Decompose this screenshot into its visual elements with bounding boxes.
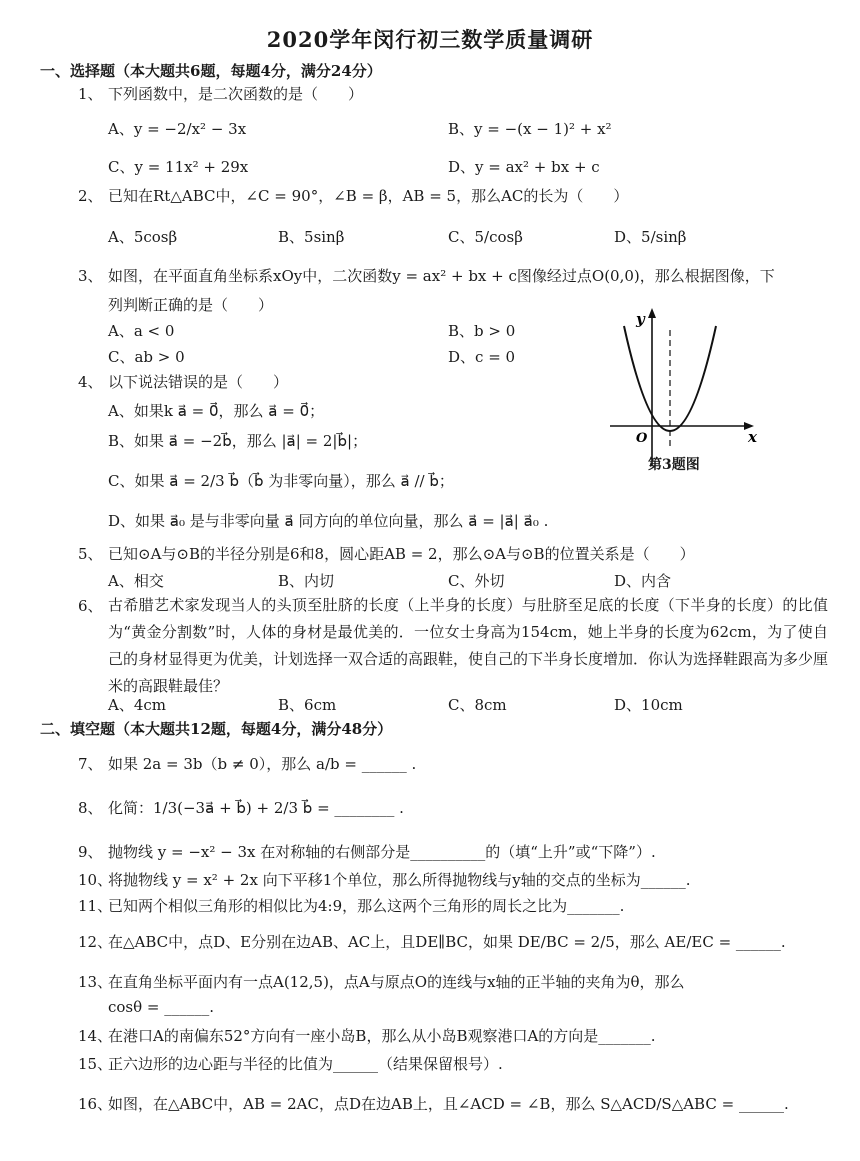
- question-text: 正六边形的边心距与半径的比值为______（结果保留根号）.: [108, 1055, 503, 1073]
- question-number: 2、: [78, 187, 103, 205]
- question-number: 12、: [78, 933, 113, 951]
- question-number: 8、: [78, 799, 103, 817]
- origin-label: O: [636, 431, 648, 446]
- q5-option-b: B、内切: [278, 572, 335, 590]
- question-number: 3、: [78, 267, 103, 285]
- question-number: 13、: [78, 973, 113, 991]
- question-text-line2: 列判断正确的是（ ）: [108, 296, 274, 314]
- question-text-line1: 在直角坐标平面内有一点A(12,5)，点A与原点O的连线与x轴的正半轴的夹角为θ，那么: [108, 973, 685, 991]
- q3-option-c: C、ab > 0: [108, 348, 185, 366]
- q2-option-c: C、5/cosβ: [448, 228, 523, 246]
- section-heading-fill: 二、填空题（本大题共12题，每题4分，满分48分）: [40, 720, 393, 738]
- question-text: 以下说法错误的是（ ）: [108, 373, 289, 391]
- q5-option-a: A、相交: [108, 572, 164, 590]
- q1-option-c: C、y = 11x² + 29x: [108, 158, 249, 176]
- question-number: 9、: [78, 843, 103, 861]
- question-text: 将抛物线 y = x² + 2x 向下平移1个单位，那么所得抛物线与y轴的交点的坐标为______.: [108, 871, 691, 889]
- q4-option-b: B、如果 a⃗ = −2b⃗，那么 |a⃗| = 2|b⃗|；: [108, 432, 368, 450]
- question-text: 抛物线 y = −x² − 3x 在对称轴的右侧部分是__________的（填“上升”或“下降”）.: [108, 843, 656, 861]
- question-text: 已知在Rt△ABC中，∠C = 90°，∠B = β，AB = 5，那么AC的长为（ ）: [108, 187, 629, 205]
- section-heading-choice: 一、选择题（本大题共6题，每题4分，满分24分）: [40, 62, 382, 80]
- question-text: 如果 2a = 3b（b ≠ 0），那么 a/b = ______ .: [108, 755, 417, 773]
- question-number: 11、: [78, 897, 113, 915]
- question-text: 下列函数中，是二次函数的是（ ）: [108, 85, 364, 103]
- q5-option-d: D、内含: [614, 572, 672, 590]
- q3-option-b: B、b > 0: [448, 322, 516, 340]
- parabola-figure: [608, 306, 768, 476]
- q6-option-b: B、6cm: [278, 696, 337, 714]
- question-text: 在港口A的南偏东52°方向有一座小岛B，那么从小岛B观察港口A的方向是_______.: [108, 1027, 656, 1045]
- q2-option-d: D、5/sinβ: [614, 228, 687, 246]
- question-text-line1: 如图，在平面直角坐标系xOy中，二次函数y = ax² + bx + c图像经过点O(0,0)，那么根据图像，下: [108, 267, 775, 285]
- q3-option-d: D、c = 0: [448, 348, 516, 366]
- x-axis-label: x: [748, 428, 757, 446]
- question-text: 已知两个相似三角形的相似比为4:9，那么这两个三角形的周长之比为_______.: [108, 897, 625, 915]
- q2-option-b: B、5sinβ: [278, 228, 345, 246]
- q1-option-b: B、y = −(x − 1)² + x²: [448, 120, 612, 138]
- question-6-text: 古希腊艺术家发现当人的头顶至肚脐的长度（上半身的长度）与肚脐至足底的长度（下半身的长度）的比值为“黄金分割数”时，人体的身材是最优美的．一位女士身高为154cm，她上半身的长度为62cm，为了使自己的身材显得更为优美，计划选择一双合适的高跟鞋，使自己的下半身长度增加．你认为选择鞋跟高为多少厘米的高跟鞋最佳？: [108, 596, 829, 695]
- q4-option-d: D、如果 a⃗₀ 是与非零向量 a⃗ 同方向的单位向量，那么 a⃗ = |a⃗| a⃗₀ .: [108, 512, 549, 530]
- page-title: 2020学年闵行初三数学质量调研: [266, 27, 594, 52]
- q1-option-d: D、y = ax² + bx + c: [448, 158, 600, 176]
- question-text: 在△ABC中，点D、E分别在边AB、AC上，且DE∥BC，如果 DE/BC = 2/5，那么 AE/EC = ______.: [108, 933, 786, 951]
- question-text: 如图，在△ABC中，AB = 2AC，点D在边AB上，且∠ACD = ∠B，那么 S△ACD/S△ABC = ______.: [108, 1095, 789, 1113]
- question-number: 1、: [78, 85, 103, 103]
- question-number: 5、: [78, 545, 103, 563]
- question-number: 14、: [78, 1027, 113, 1045]
- q1-option-a: A、y = −2/x² − 3x: [108, 120, 247, 138]
- y-axis-label: y: [636, 310, 645, 328]
- figure-caption: 第3题图: [648, 457, 700, 473]
- q5-option-c: C、外切: [448, 572, 505, 590]
- question-number: 7、: [78, 755, 103, 773]
- question-text: 化简：1/3(−3a⃗ + b⃗) + 2/3 b⃗ = ________ .: [108, 799, 404, 817]
- y-axis-arrow: [648, 308, 656, 318]
- q3-option-a: A、a < 0: [108, 322, 175, 340]
- q6-option-d: D、10cm: [614, 696, 683, 714]
- question-number: 10、: [78, 871, 113, 889]
- question-number: 15、: [78, 1055, 113, 1073]
- question-number: 16、: [78, 1095, 113, 1113]
- question-number: 6、: [78, 597, 103, 615]
- question-13-line2: cosθ = ______.: [108, 998, 215, 1016]
- question-number: 4、: [78, 373, 103, 391]
- q4-option-c: C、如果 a⃗ = 2/3 b⃗（b⃗ 为非零向量），那么 a⃗ // b⃗；: [108, 472, 454, 490]
- q6-option-a: A、4cm: [108, 696, 167, 714]
- q2-option-a: A、5cosβ: [108, 228, 178, 246]
- q6-option-c: C、8cm: [448, 696, 507, 714]
- q4-option-a: A、如果k a⃗ = 0⃗，那么 a⃗ = 0⃗；: [108, 402, 325, 420]
- question-text: 已知⊙A与⊙B的半径分别是6和8，圆心距AB = 2，那么⊙A与⊙B的位置关系是（ ）: [108, 545, 695, 563]
